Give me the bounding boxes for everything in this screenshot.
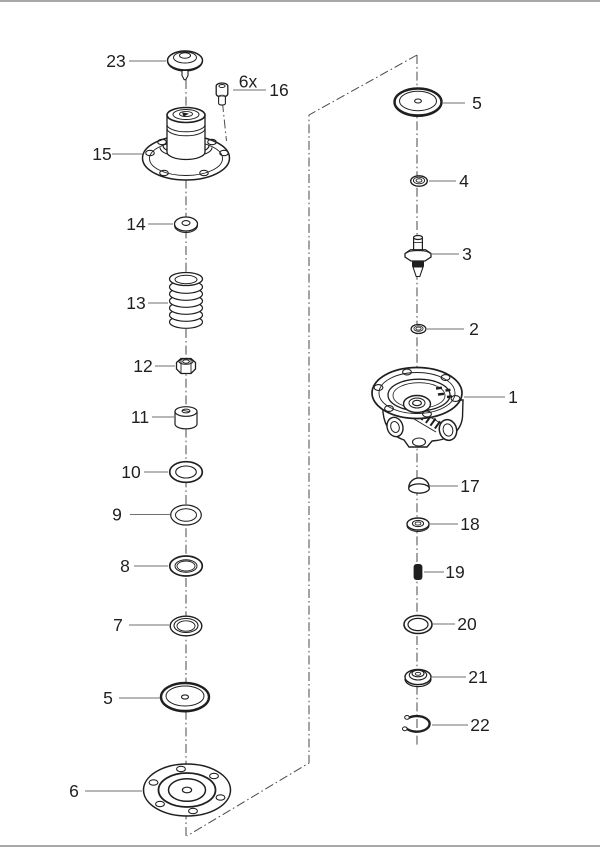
callout-7: 7 <box>113 615 123 635</box>
callout-21: 21 <box>468 667 488 687</box>
part-3-grease-fitting <box>405 236 431 277</box>
callout-2: 2 <box>469 319 479 339</box>
callout-4: 4 <box>459 171 469 191</box>
part-7-ring <box>170 616 202 636</box>
callout-qty-16: 6x <box>238 71 258 92</box>
part-10-ring <box>170 462 203 483</box>
callout-8: 8 <box>120 556 130 576</box>
part-12-hex-nut <box>177 359 196 374</box>
callout-15: 15 <box>92 144 112 164</box>
part-11-bushing <box>175 407 197 429</box>
callout-10: 10 <box>121 462 141 482</box>
part-21-stepped-bushing <box>405 669 431 686</box>
part-20-o-ring <box>404 616 432 634</box>
part-17-cap-nut <box>409 478 430 493</box>
part-2-washer <box>411 325 426 334</box>
part-23-dust-cap <box>168 51 203 80</box>
callout-3: 3 <box>462 244 472 264</box>
part-13-spring <box>170 273 203 329</box>
callout-22: 22 <box>470 715 490 735</box>
callout-1: 1 <box>508 387 518 407</box>
callout-11: 11 <box>130 407 150 427</box>
part-14-washer <box>175 217 198 233</box>
callout-16: 16 <box>269 80 289 100</box>
part-19-spring-pin <box>414 564 423 580</box>
callout-12: 12 <box>133 356 153 376</box>
callout-14: 14 <box>126 214 146 234</box>
part-5-left-cover-disc <box>161 683 209 712</box>
part-5-right-cover-disc <box>395 89 442 117</box>
part-1-housing <box>372 368 463 448</box>
callout-19: 19 <box>445 562 465 582</box>
part-15-hub <box>143 108 230 181</box>
callout-13: 13 <box>126 293 146 313</box>
part-8-ring <box>170 556 203 576</box>
callout-17: 17 <box>460 476 480 496</box>
part-4-washer <box>411 176 428 186</box>
callout-5-right: 5 <box>472 93 482 113</box>
part-9-ring <box>171 505 202 525</box>
callout-5-left: 5 <box>103 688 113 708</box>
part-6-flange <box>144 764 231 816</box>
callout-6: 6 <box>69 781 79 801</box>
part-16-socket-bolt <box>216 83 228 105</box>
callout-23: 23 <box>106 51 126 71</box>
callout-9: 9 <box>112 504 122 525</box>
callout-20: 20 <box>457 614 477 634</box>
page-frame-rules <box>0 1 600 846</box>
part-18-washer <box>407 518 429 532</box>
part-22-snap-ring <box>403 716 430 732</box>
centerlines <box>186 55 417 838</box>
callout-18: 18 <box>460 514 480 534</box>
